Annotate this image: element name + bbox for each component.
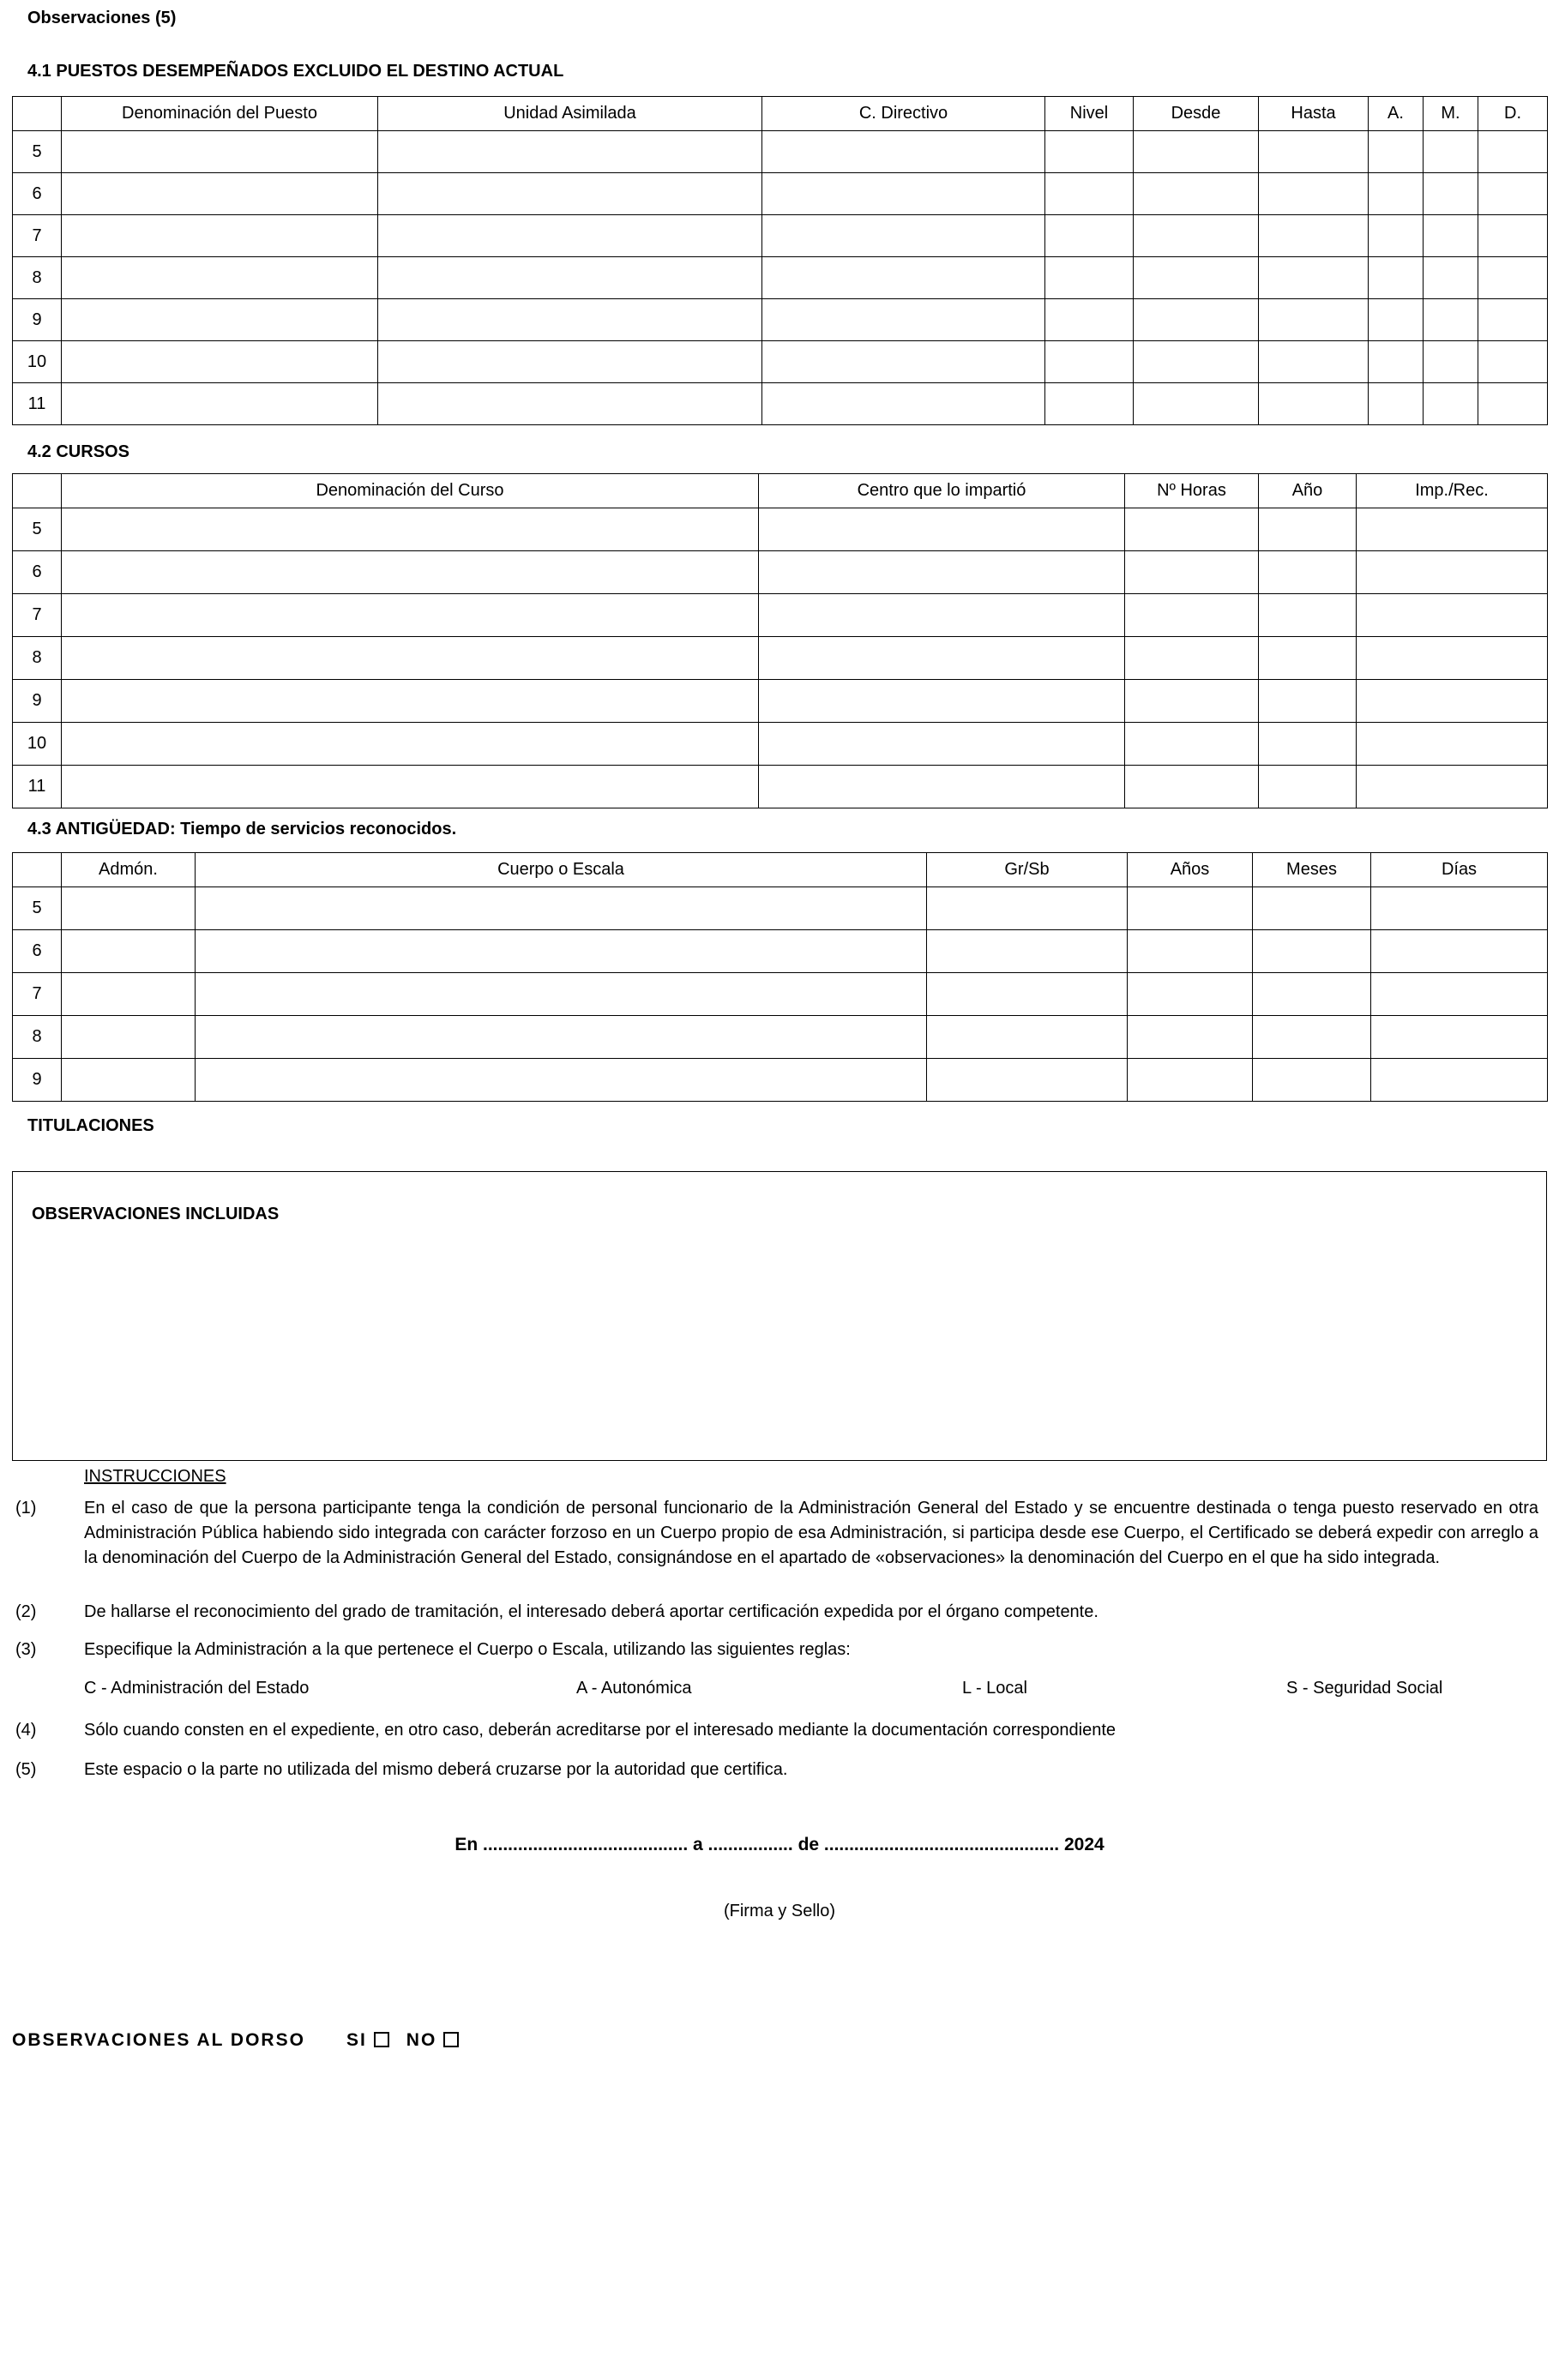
section-4-2-title: 4.2 CURSOS [27, 442, 129, 461]
empty-cell [1357, 723, 1548, 766]
row-number-cell: 11 [13, 383, 62, 425]
table-4-3-antiguedad [12, 852, 1548, 1102]
column-header: A. [1369, 97, 1424, 131]
empty-cell [1259, 680, 1357, 723]
column-header: D. [1478, 97, 1548, 131]
empty-cell [62, 1059, 196, 1102]
empty-cell [759, 594, 1125, 637]
empty-cell [1371, 1059, 1548, 1102]
instructions-section [15, 1464, 1538, 1782]
table-row [13, 594, 1548, 637]
empty-cell [196, 930, 927, 973]
empty-cell [1259, 637, 1357, 680]
row-number-cell: 8 [13, 637, 62, 680]
empty-cell [759, 766, 1125, 808]
dorso-no-label: NO [406, 2030, 437, 2050]
table-row [13, 973, 1548, 1016]
instruction-item [15, 1718, 1538, 1743]
empty-cell [1253, 1059, 1371, 1102]
empty-cell [378, 383, 762, 425]
empty-cell [927, 930, 1128, 973]
no-checkbox[interactable] [443, 2032, 459, 2047]
row-number-cell: 11 [13, 766, 62, 808]
table-row [13, 257, 1548, 299]
empty-cell [1045, 215, 1134, 257]
empty-cell [762, 299, 1045, 341]
empty-cell [762, 215, 1045, 257]
empty-cell [1357, 766, 1548, 808]
row-number-cell: 10 [13, 341, 62, 383]
empty-cell [1369, 341, 1424, 383]
instruction-number: (3) [15, 1640, 37, 1659]
empty-cell [1045, 341, 1134, 383]
table-row [13, 383, 1548, 425]
observaciones-incluidas-box [12, 1171, 1547, 1461]
row-number-cell: 5 [13, 508, 62, 551]
empty-cell [927, 1016, 1128, 1059]
table-row [13, 637, 1548, 680]
column-header: Año [1259, 474, 1357, 508]
empty-cell [1045, 173, 1134, 215]
empty-cell [62, 637, 759, 680]
column-header: Unidad Asimilada [378, 97, 762, 131]
empty-cell [1357, 680, 1548, 723]
empty-cell [1259, 723, 1357, 766]
instruction-item [15, 1758, 1538, 1782]
empty-cell [1125, 723, 1259, 766]
instruction-number: (2) [15, 1602, 37, 1621]
column-header: Cuerpo o Escala [196, 853, 927, 887]
empty-cell [1259, 257, 1369, 299]
empty-cell [759, 723, 1125, 766]
empty-cell [1369, 299, 1424, 341]
column-header: C. Directivo [762, 97, 1045, 131]
empty-cell [1259, 341, 1369, 383]
column-header: Imp./Rec. [1357, 474, 1548, 508]
empty-cell [1478, 215, 1548, 257]
instruction-number: (1) [15, 1499, 37, 1518]
empty-cell [62, 551, 759, 594]
empty-cell [927, 1059, 1128, 1102]
instruction-item [15, 1600, 1538, 1625]
empty-cell [1134, 257, 1259, 299]
column-header: Días [1371, 853, 1548, 887]
empty-cell [1134, 131, 1259, 173]
empty-cell [1259, 131, 1369, 173]
table-row [13, 766, 1548, 808]
column-header: Meses [1253, 853, 1371, 887]
row-number-cell: 9 [13, 680, 62, 723]
empty-cell [62, 930, 196, 973]
empty-cell [378, 131, 762, 173]
admin-code-estado: C - Administración del Estado [84, 1679, 310, 1698]
empty-cell [1125, 637, 1259, 680]
empty-cell [1357, 637, 1548, 680]
empty-cell [1478, 341, 1548, 383]
row-number-cell: 7 [13, 594, 62, 637]
empty-cell [378, 341, 762, 383]
row-number-cell: 10 [13, 723, 62, 766]
row-number-cell: 7 [13, 973, 62, 1016]
empty-cell [1045, 257, 1134, 299]
empty-cell [1253, 973, 1371, 1016]
instructions-title: INSTRUCCIONES [84, 1467, 226, 1486]
empty-cell [1478, 383, 1548, 425]
empty-cell [1128, 1059, 1253, 1102]
table-row [13, 341, 1548, 383]
empty-cell [1371, 887, 1548, 930]
column-header: Admón. [62, 853, 196, 887]
empty-cell [1357, 551, 1548, 594]
empty-cell [1128, 973, 1253, 1016]
empty-cell [1125, 680, 1259, 723]
table-header-row [13, 853, 1548, 887]
empty-cell [1478, 131, 1548, 173]
empty-cell [1253, 887, 1371, 930]
observaciones-incluidas-label: OBSERVACIONES INCLUIDAS [32, 1205, 280, 1223]
row-number-header [13, 97, 62, 131]
admin-code-autonomica: A - Autonómica [576, 1679, 692, 1698]
row-number-cell: 5 [13, 887, 62, 930]
empty-cell [762, 131, 1045, 173]
empty-cell [1371, 1016, 1548, 1059]
empty-cell [378, 299, 762, 341]
table-4-1-puestos [12, 96, 1548, 425]
instruction-number: (4) [15, 1721, 37, 1740]
row-number-cell: 9 [13, 1059, 62, 1102]
row-number-cell: 8 [13, 257, 62, 299]
empty-cell [62, 383, 378, 425]
empty-cell [1134, 215, 1259, 257]
empty-cell [759, 508, 1125, 551]
table-row [13, 551, 1548, 594]
table-4-2-cursos [12, 473, 1548, 808]
row-number-cell: 7 [13, 215, 62, 257]
titulaciones-label: TITULACIONES [27, 1116, 154, 1135]
empty-cell [762, 173, 1045, 215]
empty-cell [1259, 299, 1369, 341]
empty-cell [1045, 131, 1134, 173]
table-row [13, 887, 1548, 930]
table-row [13, 1059, 1548, 1102]
instruction-number: (5) [15, 1760, 37, 1779]
empty-cell [62, 594, 759, 637]
empty-cell [1259, 766, 1357, 808]
empty-cell [1369, 383, 1424, 425]
empty-cell [1424, 131, 1478, 173]
empty-cell [1371, 973, 1548, 1016]
empty-cell [762, 257, 1045, 299]
admin-code-seguridad-social: S - Seguridad Social [1286, 1679, 1443, 1698]
column-header: Hasta [1259, 97, 1369, 131]
empty-cell [1478, 257, 1548, 299]
table-row [13, 131, 1548, 173]
empty-cell [759, 637, 1125, 680]
instruction-item [15, 1496, 1538, 1571]
column-header: Años [1128, 853, 1253, 887]
empty-cell [62, 887, 196, 930]
empty-cell [1128, 1016, 1253, 1059]
table-row [13, 299, 1548, 341]
empty-cell [759, 680, 1125, 723]
empty-cell [1259, 594, 1357, 637]
table-row [13, 173, 1548, 215]
empty-cell [1371, 930, 1548, 973]
si-checkbox[interactable] [374, 2032, 389, 2047]
empty-cell [62, 131, 378, 173]
empty-cell [62, 215, 378, 257]
empty-cell [1369, 257, 1424, 299]
table-row [13, 930, 1548, 973]
table-header-row [13, 474, 1548, 508]
instruction-text: Especifique la Administración a la que pertenece el Cuerpo o Escala, utilizando las siguientes reglas: [84, 1640, 851, 1659]
empty-cell [196, 1059, 927, 1102]
admin-code-local: L - Local [962, 1679, 1027, 1698]
admin-codes-row [84, 1676, 1538, 1701]
empty-cell [62, 173, 378, 215]
empty-cell [1259, 215, 1369, 257]
row-number-header [13, 853, 62, 887]
table-row [13, 723, 1548, 766]
empty-cell [1259, 508, 1357, 551]
empty-cell [62, 299, 378, 341]
row-number-cell: 6 [13, 930, 62, 973]
empty-cell [62, 341, 378, 383]
date-line: En ......................................... a ................. de ............................................... 2024 [454, 1835, 1105, 1854]
empty-cell [1424, 383, 1478, 425]
row-number-cell: 6 [13, 173, 62, 215]
empty-cell [378, 257, 762, 299]
empty-cell [1357, 508, 1548, 551]
section-4-3-title: 4.3 ANTIGÜEDAD: Tiempo de servicios reconocidos. [27, 820, 457, 838]
dorso-si-label: SI [346, 2030, 367, 2050]
table-row [13, 1016, 1548, 1059]
empty-cell [62, 257, 378, 299]
empty-cell [62, 723, 759, 766]
empty-cell [1125, 551, 1259, 594]
empty-cell [196, 887, 927, 930]
empty-cell [1369, 215, 1424, 257]
instruction-text: Sólo cuando consten en el expediente, en otro caso, deberán acreditarse por el interesado mediante la documentación correspondiente [84, 1721, 1117, 1740]
empty-cell [1478, 173, 1548, 215]
instruction-item [15, 1638, 1538, 1662]
empty-cell [927, 973, 1128, 1016]
empty-cell [1253, 930, 1371, 973]
empty-cell [1424, 257, 1478, 299]
observaciones-title: Observaciones (5) [27, 9, 177, 27]
empty-cell [762, 341, 1045, 383]
row-number-cell: 9 [13, 299, 62, 341]
table-row [13, 680, 1548, 723]
empty-cell [1259, 551, 1357, 594]
empty-cell [1125, 594, 1259, 637]
section-4-1-title: 4.1 PUESTOS DESEMPEÑADOS EXCLUIDO EL DESTINO ACTUAL [27, 62, 564, 81]
column-header: Centro que lo impartió [759, 474, 1125, 508]
empty-cell [196, 973, 927, 1016]
column-header: Nº Horas [1125, 474, 1259, 508]
instruction-text: De hallarse el reconocimiento del grado de tramitación, el interesado deberá aportar certificación expedida por el órgano competente. [84, 1602, 1099, 1621]
empty-cell [196, 1016, 927, 1059]
row-number-cell: 8 [13, 1016, 62, 1059]
empty-cell [378, 173, 762, 215]
column-header: Gr/Sb [927, 853, 1128, 887]
empty-cell [1369, 131, 1424, 173]
empty-cell [1253, 1016, 1371, 1059]
row-number-cell: 5 [13, 131, 62, 173]
empty-cell [1128, 930, 1253, 973]
empty-cell [762, 383, 1045, 425]
column-header: Desde [1134, 97, 1259, 131]
empty-cell [927, 887, 1128, 930]
empty-cell [1134, 341, 1259, 383]
empty-cell [1424, 341, 1478, 383]
table-header-row [13, 97, 1548, 131]
firma-y-sello-label: (Firma y Sello) [723, 1902, 835, 1920]
empty-cell [1369, 173, 1424, 215]
empty-cell [1134, 383, 1259, 425]
empty-cell [1134, 299, 1259, 341]
empty-cell [1478, 299, 1548, 341]
empty-cell [62, 680, 759, 723]
instruction-text: En el caso de que la persona participante tenga la condición de personal funcionario de la Administración General del Estado y se encuentre destinada o tenga puesto reservado en otra Administración Pública habiendo sido integrada con carácter forzoso en un Cuerpo propio de esa Administración, si participa desde ese Cuerpo, el Certificado se deberá expedir con arreglo a la denominación del Cuerpo de la Administración General del Estado, consignándose en el apartado de «observaciones» la denominación del Cuerpo en el que ha sido integrada. [84, 1499, 1538, 1567]
column-header: Denominación del Curso [62, 474, 759, 508]
empty-cell [1259, 173, 1369, 215]
empty-cell [62, 1016, 196, 1059]
empty-cell [1424, 215, 1478, 257]
table-row [13, 508, 1548, 551]
empty-cell [1045, 383, 1134, 425]
instruction-text: Este espacio o la parte no utilizada del mismo deberá cruzarse por la autoridad que certifica. [84, 1760, 788, 1779]
column-header: Nivel [1045, 97, 1134, 131]
empty-cell [1357, 594, 1548, 637]
empty-cell [378, 215, 762, 257]
empty-cell [62, 766, 759, 808]
empty-cell [1128, 887, 1253, 930]
row-number-cell: 6 [13, 551, 62, 594]
empty-cell [759, 551, 1125, 594]
row-number-header [13, 474, 62, 508]
empty-cell [62, 508, 759, 551]
empty-cell [1134, 173, 1259, 215]
empty-cell [1424, 173, 1478, 215]
dorso-label: OBSERVACIONES AL DORSO [12, 2030, 305, 2050]
column-header: Denominación del Puesto [62, 97, 378, 131]
empty-cell [1125, 766, 1259, 808]
empty-cell [1045, 299, 1134, 341]
empty-cell [1125, 508, 1259, 551]
observaciones-dorso-line [12, 2030, 459, 2051]
table-row [13, 215, 1548, 257]
column-header: M. [1424, 97, 1478, 131]
empty-cell [1424, 299, 1478, 341]
empty-cell [1259, 383, 1369, 425]
empty-cell [62, 973, 196, 1016]
